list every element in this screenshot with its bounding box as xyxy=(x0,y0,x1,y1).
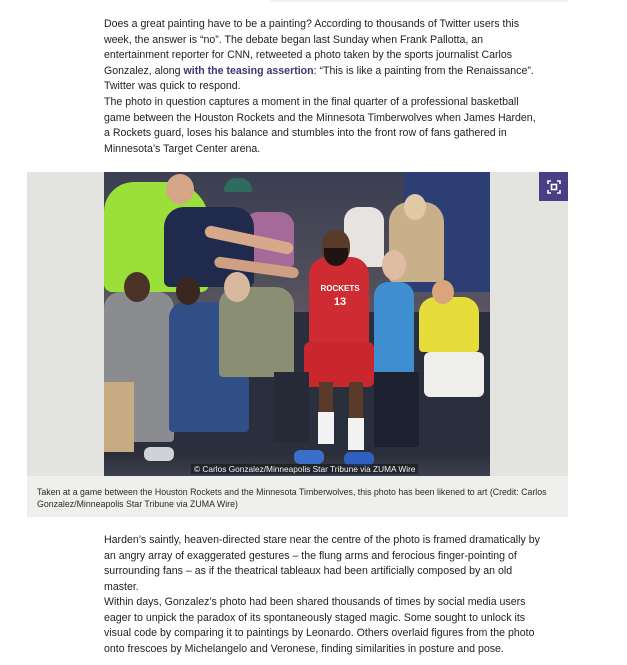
fan-blue-head xyxy=(176,277,200,305)
fan-beige-head xyxy=(404,194,426,220)
harden-sock-right xyxy=(348,418,364,450)
dark-pants-right xyxy=(374,372,419,447)
article-paragraph-1 xyxy=(104,17,544,95)
harden-jersey-text: ROCKETS xyxy=(320,284,360,293)
dark-pants-left xyxy=(274,372,309,442)
fan-olive-head xyxy=(224,272,250,302)
article-paragraph-2: The photo in question captures a moment in the final quarter of a professional basketball game between the Houston Rockets and the Minnesota Timberwolves when James Harden, a Rockets guard, loses his balance and stumbles into the front row of fans gathered in Minnesota’s Target Center arena. xyxy=(104,96,536,155)
figure-caption: Taken at a game between the Houston Rockets and the Minnesota Timberwolves, this photo has been likened to art (Credit: Carlos Gonzalez/Minneapolis Star Tribune via ZUMA Wire) xyxy=(37,487,547,509)
fan-bald-head xyxy=(382,250,406,280)
sneaker-grey xyxy=(144,447,174,461)
harden-jersey-number: 13 xyxy=(333,296,347,308)
expand-image-button[interactable] xyxy=(539,172,568,201)
fan-yellow-head xyxy=(432,280,454,304)
fan-white-pants xyxy=(424,352,484,397)
fan-light-blue-jacket xyxy=(374,282,414,382)
photo-credit: © Carlos Gonzalez/Minneapolis Star Tribune via ZUMA Wire xyxy=(191,464,418,474)
top-divider xyxy=(270,0,568,2)
fan-green-head xyxy=(166,174,194,204)
article-paragraph-4: Within days, Gonzalez’s photo had been shared thousands of times by social media users eager to unpick the paradox of its spontaneously staged magic. Some sought to unlock its visual code by comparing it to paintings by Leonardo. Others overlaid figures from the photo onto frescoes by Michelangelo and Veronese, finding similarities in posture and pose. xyxy=(104,596,535,655)
paragraph-text: : “This is like a painting from the Renaissance”. Twitter was quick to respond. xyxy=(104,64,534,93)
fan-olive-shirt xyxy=(219,287,294,377)
article-figure xyxy=(27,172,568,517)
article-paragraph-3: Harden’s saintly, heaven-directed stare near the centre of the photo is framed dramatically by an angry array of exaggerated gestures – the flung arms and ferocious finger-pointing of surrounding fans – as if the theatrical tableaux had been artificially composed by an old master. xyxy=(104,534,540,593)
fan-yellow-top xyxy=(419,297,479,352)
sneaker-blue xyxy=(294,450,324,464)
fan-grey-head xyxy=(124,272,150,302)
harden-shorts xyxy=(304,342,374,387)
article-photo[interactable] xyxy=(104,172,490,476)
khaki-pants xyxy=(104,382,134,452)
fan-cap xyxy=(224,178,252,192)
teasing-assertion-link[interactable]: with the teasing assertion xyxy=(183,64,314,77)
expand-icon xyxy=(547,180,561,194)
paragraph-text: Does a great painting have to be a painting? According to thousands of Twitter users this week, the answer is “no”. The debate began last Sunday when Frank Pallotta, an entertainment reporter for CNN, retweeted a photo taken by the sports journalist Carlos Gonzalez, along xyxy=(104,18,519,77)
harden-sock-left xyxy=(318,412,334,444)
